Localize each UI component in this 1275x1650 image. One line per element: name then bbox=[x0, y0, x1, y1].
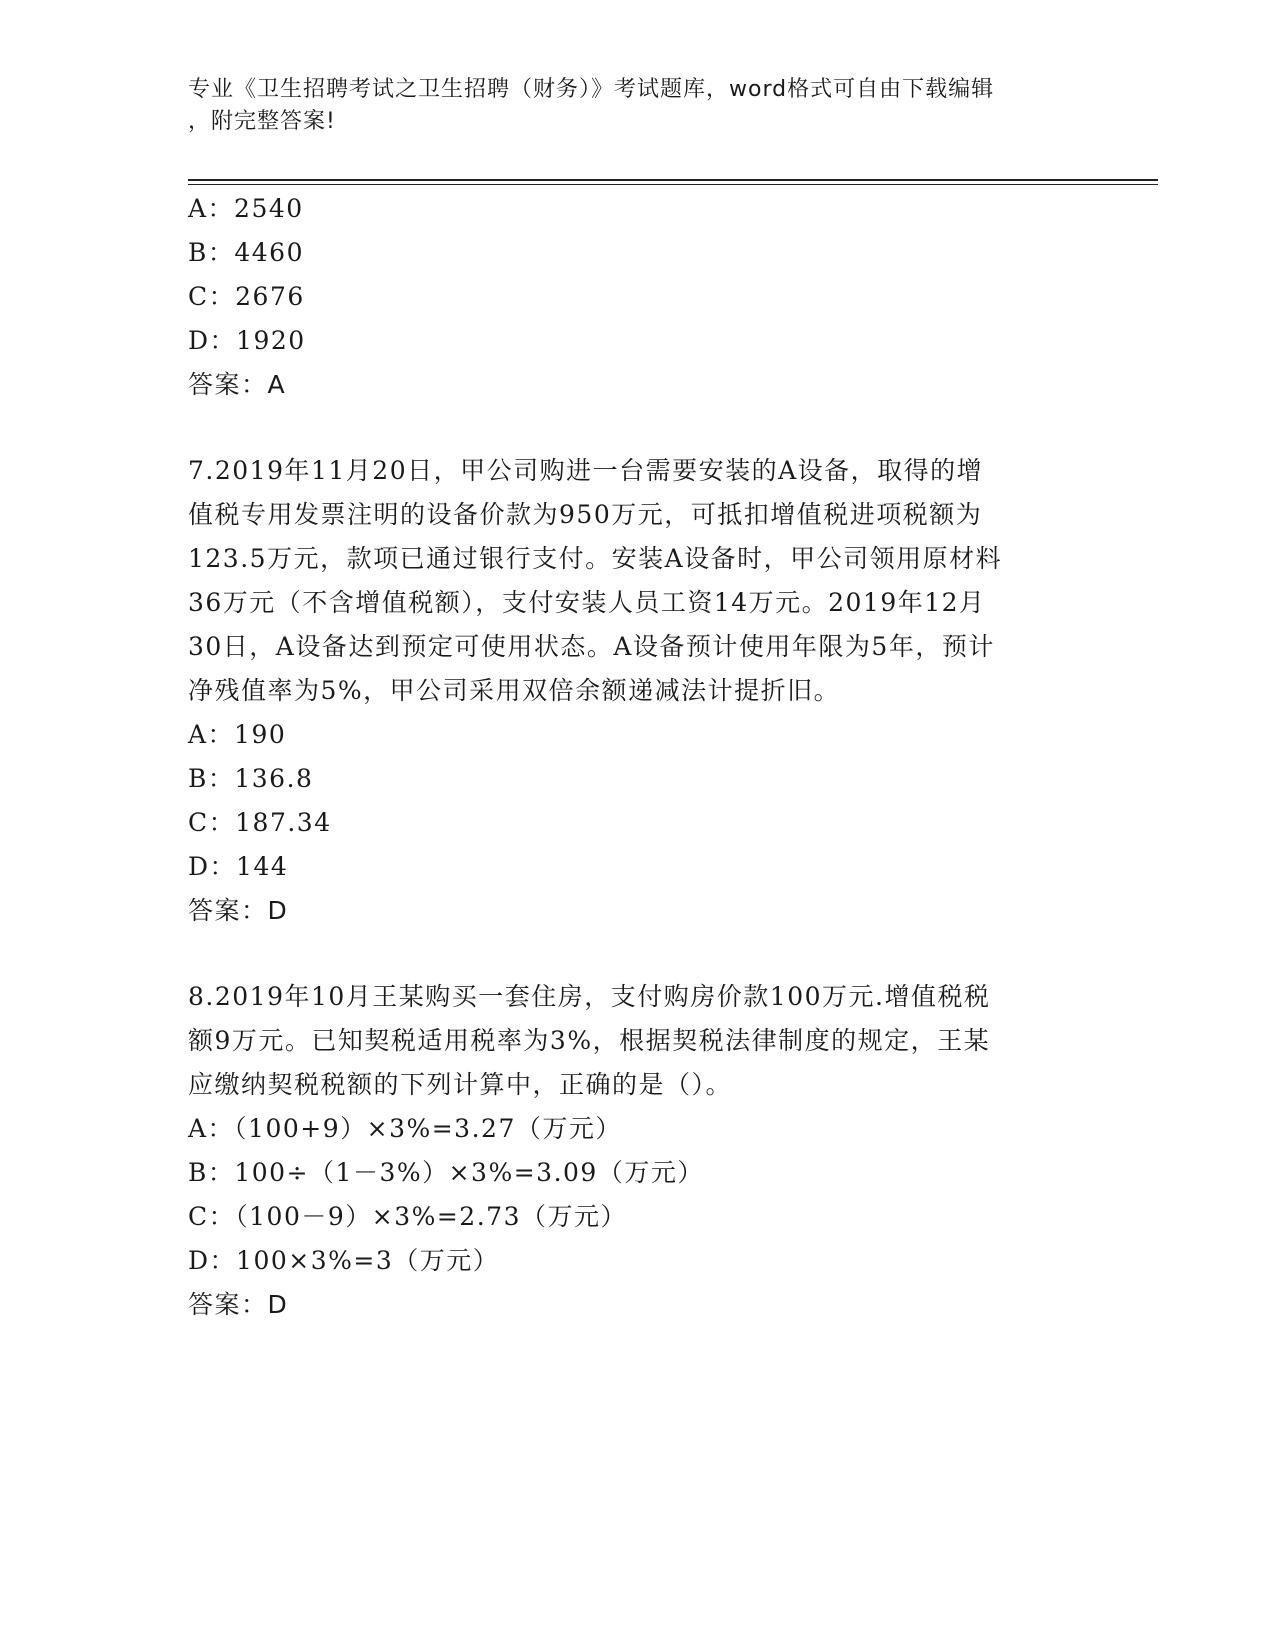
q6-answer: 答案：A bbox=[188, 370, 287, 399]
q6-option-d: D：1920 bbox=[188, 326, 306, 355]
q7-text-line-5: 30日，A设备达到预定可使用状态。A设备预计使用年限为5年，预计 bbox=[188, 632, 995, 661]
q7-answer: 答案：D bbox=[188, 896, 289, 925]
q6-option-c: C：2676 bbox=[188, 282, 305, 311]
q7-option-a: A：190 bbox=[188, 720, 287, 749]
q7-text-line-1: 7.2019年11月20日，甲公司购进一台需要安装的A设备，取得的增 bbox=[188, 456, 984, 485]
header-divider-thick bbox=[188, 179, 1158, 181]
q8-text-line-2: 额9万元。已知契税适用税率为3%，根据契税法律制度的规定，王某 bbox=[188, 1026, 991, 1055]
q8-option-d: D：100×3%=3（万元） bbox=[188, 1246, 500, 1275]
q7-text-line-6: 净残值率为5%，甲公司采用双倍余额递减法计提折旧。 bbox=[188, 676, 841, 705]
q7-text-line-3: 123.5万元，款项已通过银行支付。安装A设备时，甲公司领用原材料 bbox=[188, 544, 1003, 573]
q8-text-line-3: 应缴纳契税税额的下列计算中，正确的是（）。 bbox=[188, 1070, 733, 1099]
header-divider-thin bbox=[188, 184, 1158, 185]
header-line-1: 专业《卫生招聘考试之卫生招聘（财务）》考试题库，word格式可自由下载编辑 bbox=[188, 77, 995, 102]
q7-option-d: D：144 bbox=[188, 852, 289, 881]
q8-text-line-1: 8.2019年10月王某购买一套住房，支付购房价款100万元.增值税税 bbox=[188, 982, 991, 1011]
q8-answer: 答案：D bbox=[188, 1290, 289, 1319]
q8-option-c: C：（100－9）×3%=2.73（万元） bbox=[188, 1202, 627, 1231]
q7-option-c: C：187.34 bbox=[188, 808, 332, 837]
q8-option-b: B：100÷（1－3%）×3%=3.09（万元） bbox=[188, 1158, 704, 1187]
header-line-2: ，附完整答案! bbox=[188, 109, 336, 134]
document-header bbox=[188, 74, 1088, 138]
q7-text-line-2: 值税专用发票注明的设备价款为950万元，可抵扣增值税进项税额为 bbox=[188, 500, 983, 529]
q8-option-a: A：（100+9）×3%=3.27（万元） bbox=[188, 1114, 622, 1143]
q7-option-b: B：136.8 bbox=[188, 764, 314, 793]
q6-option-b: B：4460 bbox=[188, 238, 304, 267]
q7-text-line-4: 36万元（不含增值税额），支付安装人员工资14万元。2019年12月 bbox=[188, 588, 986, 617]
q6-option-a: A：2540 bbox=[188, 194, 304, 223]
